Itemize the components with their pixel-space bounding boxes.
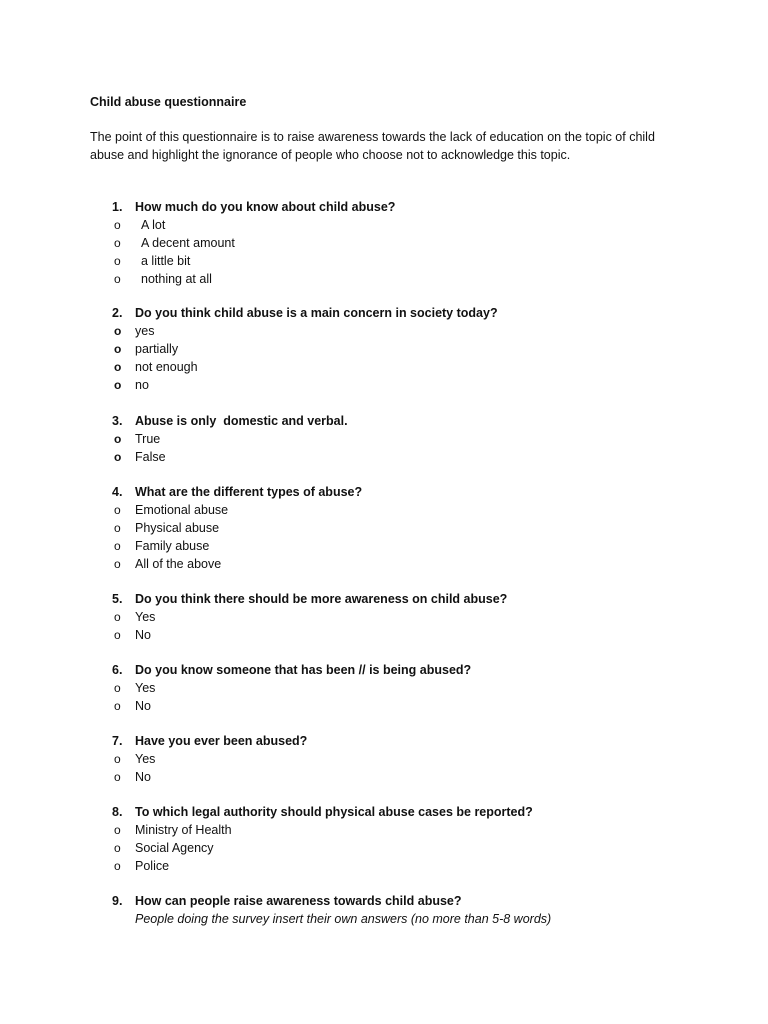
option-label: Social Agency — [135, 841, 214, 855]
bullet-icon: o — [114, 521, 121, 535]
option-item[interactable] — [0, 270, 768, 288]
option-item[interactable] — [0, 608, 768, 626]
bullet-icon: o — [114, 324, 122, 338]
question-1 — [0, 198, 768, 288]
question-text: Have you ever been abused? — [135, 734, 308, 748]
option-label: No — [135, 628, 151, 642]
bullet-icon: o — [114, 610, 121, 624]
question-number: 7. — [112, 734, 123, 748]
question-text: Do you know someone that has been // is being abused? — [135, 663, 472, 677]
question-number: 5. — [112, 592, 123, 606]
bullet-icon: o — [114, 752, 121, 766]
question-9 — [0, 892, 768, 926]
question-8 — [0, 803, 768, 875]
bullet-icon: o — [114, 236, 121, 250]
option-item[interactable] — [0, 537, 768, 555]
bullet-icon: o — [114, 823, 121, 837]
question-4 — [0, 483, 768, 573]
document-title: Child abuse questionnaire — [90, 95, 247, 109]
option-label: Police — [135, 859, 170, 873]
bullet-icon: o — [114, 342, 122, 356]
option-item[interactable] — [0, 821, 768, 839]
question-text: How can people raise awareness towards child abuse? — [135, 894, 462, 908]
option-item[interactable] — [0, 234, 768, 252]
bullet-icon: o — [114, 557, 121, 571]
option-label: not enough — [135, 360, 198, 374]
option-label: nothing at all — [141, 272, 212, 286]
answer-instruction: People doing the survey insert their own answers (no more than 5-8 words) — [135, 912, 552, 926]
question-6 — [0, 661, 768, 715]
bullet-icon: o — [114, 254, 121, 268]
option-label: No — [135, 699, 151, 713]
option-label: No — [135, 770, 151, 784]
option-item[interactable] — [0, 252, 768, 270]
bullet-icon: o — [114, 432, 122, 446]
option-label: no — [135, 378, 149, 392]
question-5 — [0, 590, 768, 644]
option-label: Yes — [135, 681, 156, 695]
option-item[interactable] — [0, 430, 768, 448]
bullet-icon: o — [114, 503, 121, 517]
option-item[interactable] — [0, 376, 768, 394]
option-label: All of the above — [135, 557, 222, 571]
option-label: Family abuse — [135, 539, 210, 553]
bullet-icon: o — [114, 841, 121, 855]
option-item[interactable] — [0, 768, 768, 786]
question-number: 3. — [112, 414, 123, 428]
option-item[interactable] — [0, 679, 768, 697]
bullet-icon: o — [114, 628, 121, 642]
option-label: Physical abuse — [135, 521, 220, 535]
option-label: A lot — [141, 218, 166, 232]
question-number: 9. — [112, 894, 123, 908]
option-item[interactable] — [0, 501, 768, 519]
question-text: Do you think there should be more awareness on child abuse? — [135, 592, 508, 606]
option-label: True — [135, 432, 161, 446]
option-item[interactable] — [0, 555, 768, 573]
option-item[interactable] — [0, 519, 768, 537]
bullet-icon: o — [114, 360, 122, 374]
question-text: Abuse is only domestic and verbal. — [135, 414, 348, 428]
bullet-icon: o — [114, 218, 121, 232]
option-item[interactable] — [0, 322, 768, 340]
question-text: What are the different types of abuse? — [135, 485, 363, 499]
option-label: yes — [135, 324, 155, 338]
option-label: Yes — [135, 752, 156, 766]
option-label: A decent amount — [141, 236, 235, 250]
document-intro: The point of this questionnaire is to raise awareness towards the lack of education on the topic of child abuse and highlight the ignorance of people who choose not to acknowledge this topic. — [90, 130, 655, 162]
option-item[interactable] — [0, 448, 768, 466]
option-label: Emotional abuse — [135, 503, 229, 517]
question-3 — [0, 412, 768, 466]
bullet-icon: o — [114, 859, 121, 873]
question-number: 8. — [112, 805, 123, 819]
question-text: How much do you know about child abuse? — [135, 200, 396, 214]
question-text: Do you think child abuse is a main concern in society today? — [135, 306, 498, 320]
option-item[interactable] — [0, 358, 768, 376]
option-item[interactable] — [0, 216, 768, 234]
bullet-icon: o — [114, 450, 122, 464]
question-number: 2. — [112, 306, 123, 320]
bullet-icon: o — [114, 539, 121, 553]
question-number: 1. — [112, 200, 123, 214]
option-item[interactable] — [0, 697, 768, 715]
option-item[interactable] — [0, 626, 768, 644]
bullet-icon: o — [114, 770, 121, 784]
option-item[interactable] — [0, 340, 768, 358]
option-item[interactable] — [0, 839, 768, 857]
option-label: Ministry of Health — [135, 823, 232, 837]
question-text: To which legal authority should physical abuse cases be reported? — [135, 805, 533, 819]
option-label: partially — [135, 342, 179, 356]
option-label: False — [135, 450, 166, 464]
option-label: a little bit — [141, 254, 191, 268]
bullet-icon: o — [114, 699, 121, 713]
question-2 — [0, 304, 768, 394]
bullet-icon: o — [114, 272, 121, 286]
option-item[interactable] — [0, 750, 768, 768]
question-number: 4. — [112, 485, 123, 499]
bullet-icon: o — [114, 378, 122, 392]
option-label: Yes — [135, 610, 156, 624]
bullet-icon: o — [114, 681, 121, 695]
question-7 — [0, 732, 768, 786]
option-item[interactable] — [0, 857, 768, 875]
question-number: 6. — [112, 663, 123, 677]
